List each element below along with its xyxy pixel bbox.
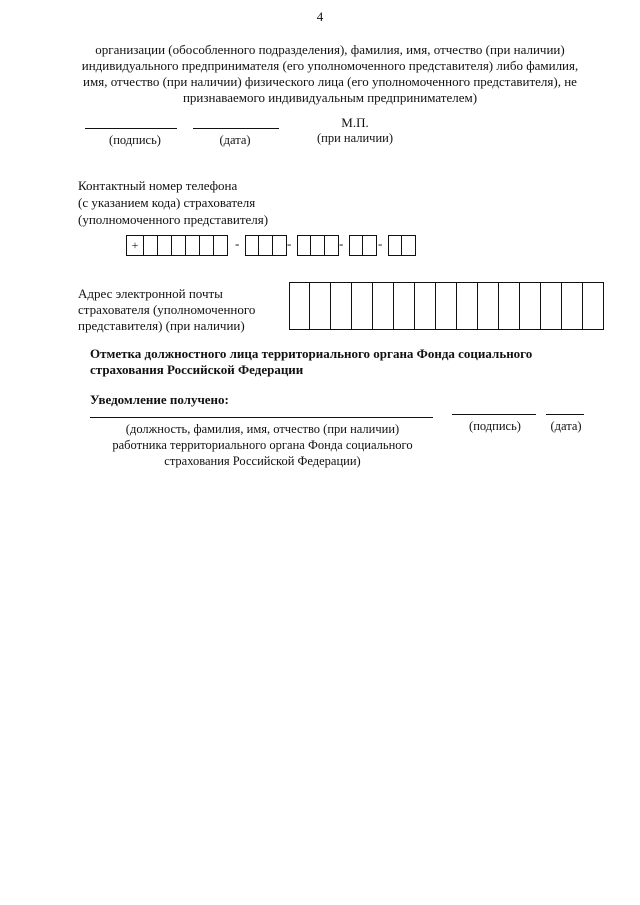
phone-part2-cells[interactable] (349, 235, 377, 256)
digit-cell[interactable] (402, 235, 416, 256)
email-label-line: Адрес электронной почты (78, 286, 223, 301)
intro-line: признаваемого индивидуальным предпринимателем) (182, 90, 478, 105)
phone-part1-cells[interactable] (297, 235, 339, 256)
email-char-cell[interactable] (310, 282, 331, 330)
email-char-cell[interactable] (352, 282, 373, 330)
digit-cell[interactable] (363, 235, 377, 256)
official-line[interactable] (90, 417, 433, 418)
digit-cell[interactable] (172, 235, 186, 256)
email-char-cell[interactable] (583, 282, 604, 330)
digit-cell[interactable] (245, 235, 259, 256)
digit-cell[interactable] (311, 235, 325, 256)
email-label-line: представителя) (при наличии) (78, 318, 245, 333)
stamp-note: (при наличии) (316, 131, 394, 145)
official-caption-line: страхования Российской Федерации) (164, 454, 361, 468)
digit-cell[interactable] (349, 235, 363, 256)
digit-cell[interactable] (273, 235, 287, 256)
official-caption (90, 421, 435, 469)
intro-text (60, 42, 600, 106)
email-char-cell[interactable] (373, 282, 394, 330)
fss-date-label: (дата) (550, 419, 582, 433)
email-label-line: страхователя (уполномоченного (78, 302, 256, 317)
email-char-cell[interactable] (415, 282, 436, 330)
email-label (78, 286, 255, 334)
phone-separator: - (235, 236, 240, 251)
digit-cell[interactable] (158, 235, 172, 256)
fss-title-line: Отметка должностного лица территориального органа Фонда социального (90, 346, 533, 361)
fss-signature-line[interactable] (452, 414, 536, 415)
phone-label-line: (с указанием кода) страхователя (78, 195, 256, 210)
phone-separator: - (339, 236, 344, 251)
email-char-cell[interactable] (394, 282, 415, 330)
intro-line: имя, отчество (при наличии) физического лица (его уполномоченного представителя), не (83, 74, 577, 89)
digit-cell[interactable] (325, 235, 339, 256)
date-label: (дата) (219, 133, 251, 147)
date-line[interactable] (193, 128, 279, 129)
official-caption-line: работника территориального органа Фонда социального (112, 438, 413, 452)
phone-label-line: Контактный номер телефона (78, 178, 238, 193)
digit-cell[interactable] (186, 235, 200, 256)
email-char-cell[interactable] (289, 282, 310, 330)
phone-part3-cells[interactable] (388, 235, 416, 256)
email-char-cell[interactable] (331, 282, 352, 330)
fss-signature-label: (подпись) (469, 419, 521, 433)
digit-cell[interactable] (200, 235, 214, 256)
plus-cell: + (126, 235, 144, 256)
email-char-cell[interactable] (520, 282, 541, 330)
phone-country-cells[interactable] (126, 235, 228, 256)
phone-code-cells[interactable] (245, 235, 287, 256)
phone-separator: - (378, 236, 383, 251)
digit-cell[interactable] (259, 235, 273, 256)
digit-cell[interactable] (388, 235, 402, 256)
digit-cell[interactable] (214, 235, 228, 256)
fss-title-line: страхования Российской Федерации (90, 362, 304, 377)
signature-label: (подпись) (109, 133, 161, 147)
email-char-cell[interactable] (499, 282, 520, 330)
signature-line[interactable] (85, 128, 177, 129)
stamp-label: М.П. (341, 115, 369, 130)
email-char-cell[interactable] (562, 282, 583, 330)
page-number: 4 (316, 9, 324, 24)
official-caption-line: (должность, фамилия, имя, отчество (при наличии) (125, 422, 400, 436)
fss-mark-title (90, 346, 532, 378)
phone-separator: - (287, 236, 292, 251)
intro-line: организации (обособленного подразделения), фамилия, имя, отчество (при наличии) (95, 42, 565, 57)
email-char-cell[interactable] (478, 282, 499, 330)
email-char-cell[interactable] (541, 282, 562, 330)
fss-date-line[interactable] (546, 414, 584, 415)
phone-label-line: (уполномоченного представителя) (78, 212, 269, 227)
received-label: Уведомление получено: (90, 392, 229, 407)
digit-cell[interactable] (297, 235, 311, 256)
intro-line: индивидуального предпринимателя (его уполномоченного представителя) либо фамилия, (81, 58, 579, 73)
email-char-cell[interactable] (436, 282, 457, 330)
digit-cell[interactable] (144, 235, 158, 256)
email-cells[interactable] (289, 282, 604, 330)
email-char-cell[interactable] (457, 282, 478, 330)
phone-label (78, 177, 268, 228)
